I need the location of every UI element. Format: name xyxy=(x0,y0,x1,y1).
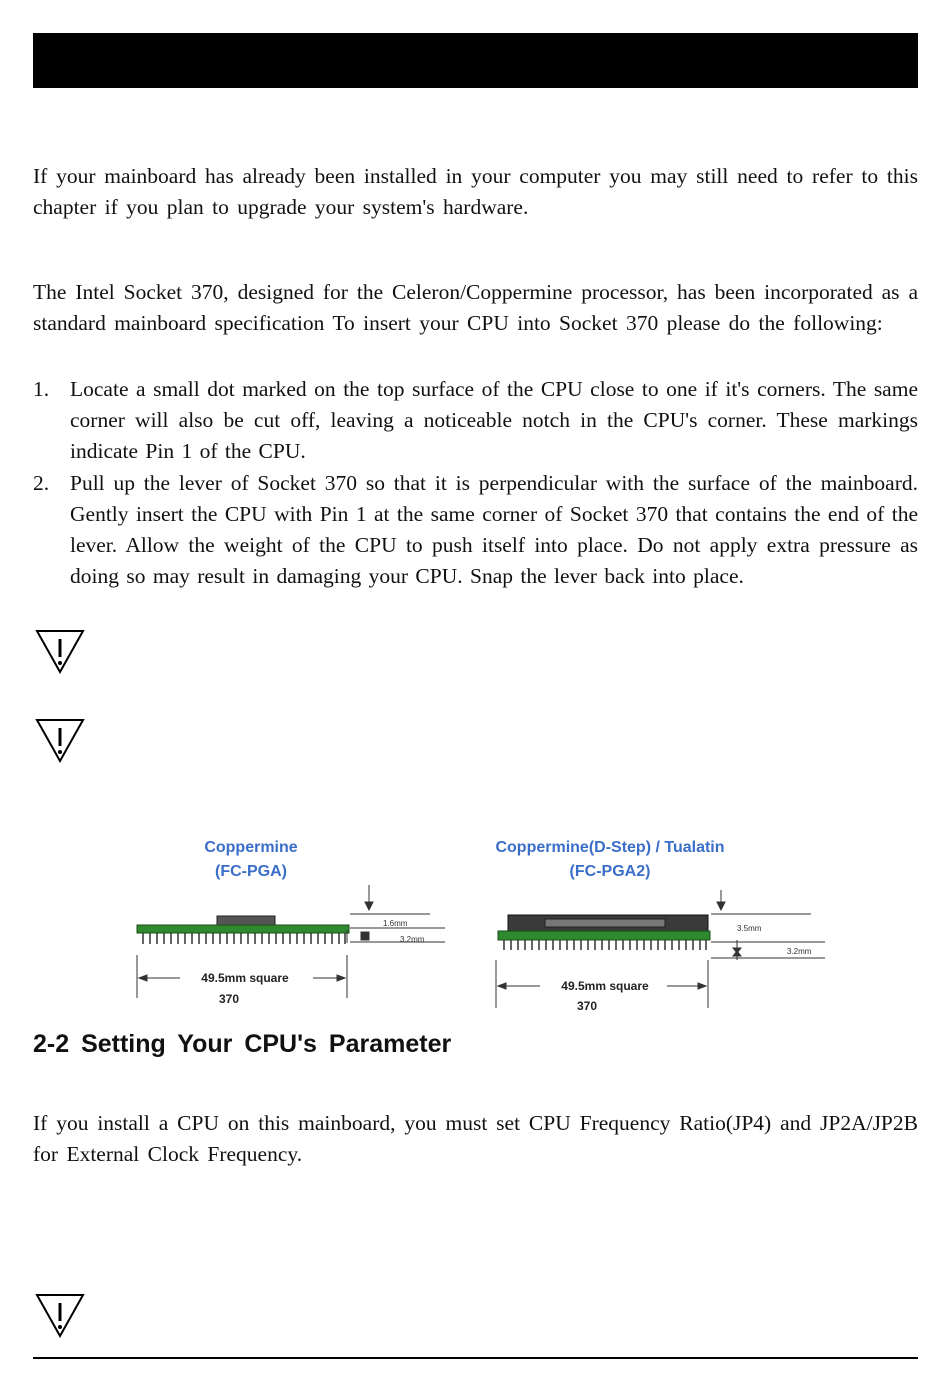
section-heading: 2-2 Setting Your CPU's Parameter xyxy=(33,1030,452,1058)
cpu-title: Coppermine xyxy=(204,839,298,856)
height-label: 3.2mm xyxy=(787,947,812,956)
warning-icon xyxy=(35,1292,85,1338)
cpu-pins xyxy=(143,933,345,944)
cpu-package-diagram xyxy=(125,830,850,1015)
step-number: 2. xyxy=(33,471,50,495)
cpu-die xyxy=(545,919,665,927)
cpu-title: (FC-PGA) xyxy=(215,863,287,880)
warning-icon xyxy=(35,717,85,763)
cpu-title: (FC-PGA2) xyxy=(569,863,651,880)
height-label: 3.2mm xyxy=(400,935,425,944)
coppermine-fcpga-figure xyxy=(137,839,445,1006)
intro-paragraph: If your mainboard has already been installed in your computer you may still need to refer to this chapter if you plan to upgrade your system's hardware. xyxy=(33,164,918,219)
list-item-step-2 xyxy=(33,468,918,623)
chapter-header-bar xyxy=(33,33,918,88)
height-label: 3.5mm xyxy=(737,924,762,933)
step-text: Pull up the lever of Socket 370 so that it is perpendicular with the surface of the mainboard. Gently insert the CPU with Pin 1 at the same corner of Socket 370 that contains the end of the lever. Allow the weight of the CPU to push itself into place. Do not apply extra pressure as doing so may result in damaging your CPU. Snap the lever back into place. xyxy=(70,471,918,588)
warning-icon xyxy=(35,628,85,674)
step-number: 1. xyxy=(33,377,50,401)
setting-paragraph: If you install a CPU on this mainboard, you must set CPU Frequency Ratio(JP4) and JP2A/JP2B for External Clock Frequency. xyxy=(33,1111,918,1166)
tualatin-fcpga2-figure xyxy=(495,839,825,1013)
step-text: Locate a small dot marked on the top surface of the CPU close to one if it's corners. The same corner will also be cut off, leaving a noticeable notch in the CPU's corner. These markings indicate Pin 1 of the CPU. xyxy=(70,377,918,463)
list-item-step-1 xyxy=(33,374,918,467)
socket-paragraph: The Intel Socket 370, designed for the Celeron/Coppermine processor, has been incorporated as a standard mainboard specification To insert your CPU into Socket 370 please do the following: xyxy=(33,280,918,335)
socket-label: 370 xyxy=(218,992,240,1006)
width-label: 49.5mm square xyxy=(201,971,289,985)
cpu-die xyxy=(217,916,275,925)
cpu-title: Coppermine(D-Step) / Tualatin xyxy=(495,839,725,856)
socket-label: 370 xyxy=(576,999,598,1013)
cpu-substrate xyxy=(137,925,349,933)
height-label: 1.6mm xyxy=(383,919,408,928)
cpu-pins xyxy=(504,940,706,950)
footer-rule xyxy=(33,1357,918,1359)
width-label: 49.5mm square xyxy=(561,979,649,993)
cpu-substrate xyxy=(498,931,710,940)
